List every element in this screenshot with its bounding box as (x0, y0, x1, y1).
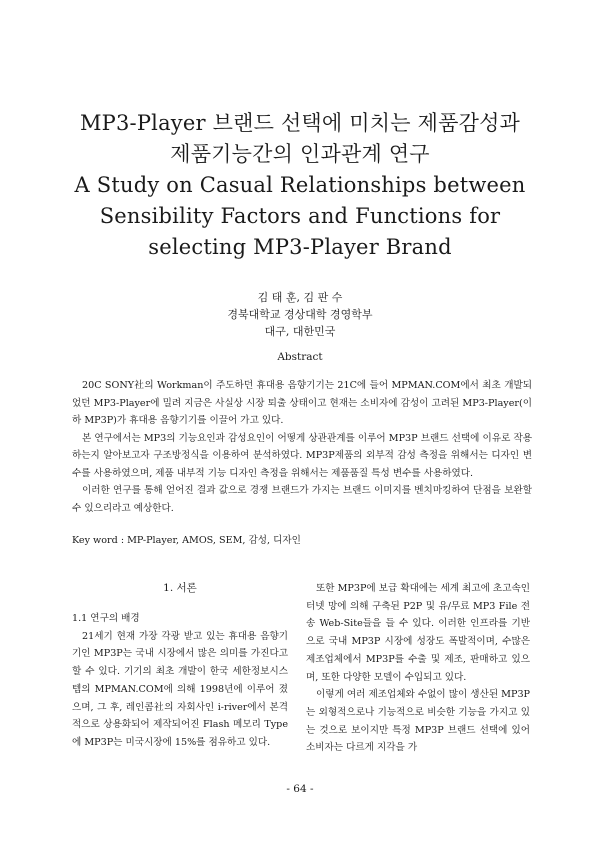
title-block (40, 108, 560, 263)
abstract-paragraph: 본 연구에서는 MP3의 기능요인과 감성요인이 어떻게 상관관계를 이루어 MP3P 브랜드 선택에 이유로 작용하는지 알아보고자 구조방정식을 이용하여 분석하였다. MP3P제품의 외부적 감성 측정을 위해서는 디자인 변수를 사용하였으며, 제품 내부적 기능 디자인 측정을 위해서는 제품품질 특성 변수를 사용하였다. (72, 432, 532, 479)
body-paragraph: 이렇게 여러 제조업체와 수없이 많이 생산된 MP3P는 외형적으로나 기능적으로 비슷한 기능을 가지고 있는 것으로 보이지만 특정 MP3P 브랜드 선택에 있어 소비자는 다르게 지각을 가 (306, 689, 530, 754)
section-heading: 1. 서론 (163, 582, 197, 594)
author-block (0, 289, 600, 340)
body-paragraph: 21세기 현재 가장 각광 받고 있는 휴대용 음향기기인 MP3P는 국내 시장에서 많은 의미를 가진다고 할 수 있다. 기기의 최초 개발이 한국 세한정보시스템의 MPMAN.COM에 의해 1998년에 이루어 졌으며, 그 후, 레인콤社의 자회사인 i-river에서 본격적으로 상용화되어 제작되어진 Flash 메모리 Type에 MP3P는 미국시장에 15%를 점유하고 있다. (72, 630, 288, 748)
english-title-line-2: Sensibility Factors and Functions for (99, 204, 501, 228)
abstract-paragraph: 이러한 연구를 통해 얻어진 결과 값으로 경쟁 브랜드가 가지는 브랜드 이미지를 벤치마킹하여 단점을 보완할 수 있으리라고 예상한다. (72, 485, 532, 514)
korean-title-line-2: 제품기능간의 인과관계 연구 (170, 142, 430, 166)
author-names: 김 태 훈, 김 판 수 (257, 291, 343, 304)
keywords-line: Key word : MP-Player, AMOS, SEM, 감성, 디자인 (72, 535, 301, 546)
right-column (306, 580, 530, 757)
left-column (72, 580, 288, 752)
abstract-body (72, 377, 532, 517)
author-location: 대구, 대한민국 (264, 325, 336, 338)
author-affiliation: 경북대학교 경상대학 경영학부 (227, 308, 373, 321)
english-title-line-3: selecting MP3-Player Brand (148, 235, 452, 259)
page-number: - 64 - (286, 783, 314, 795)
abstract-heading: Abstract (277, 351, 323, 363)
body-paragraph: 또한 MP3P에 보급 확대에는 세계 최고에 초고속인터넷 망에 의해 구축된 P2P 및 유/무료 MP3 File 전송 Web-Site들을 들 수 있다. 이러한 인프라를 기반으로 국내 MP3P 시장에 성장도 폭발적이며, 수많은 제조업체에서 MP3P를 수출 및 제조, 판매하고 있으며, 또한 다양한 모델이 수입되고 있다. (306, 583, 530, 683)
subsection-heading: 1.1 연구의 배경 (72, 613, 140, 624)
english-title-line-1: A Study on Casual Relationships between (74, 173, 526, 197)
abstract-paragraph: 20C SONY社의 Workman이 주도하던 휴대용 음향기기는 21C에 들어 MPMAN.COM에서 최초 개발되었던 MP3-Player에 밀려 지금은 사실상 시장 퇴출 상태이고 현재는 소비자에 감성이 고려된 MP3-Player(이하 MP3P)가 휴대용 음향기기를 이끌어 가고 있다. (72, 380, 532, 426)
korean-title-line-1: MP3-Player 브랜드 선택에 미치는 제품감성과 (79, 111, 521, 135)
